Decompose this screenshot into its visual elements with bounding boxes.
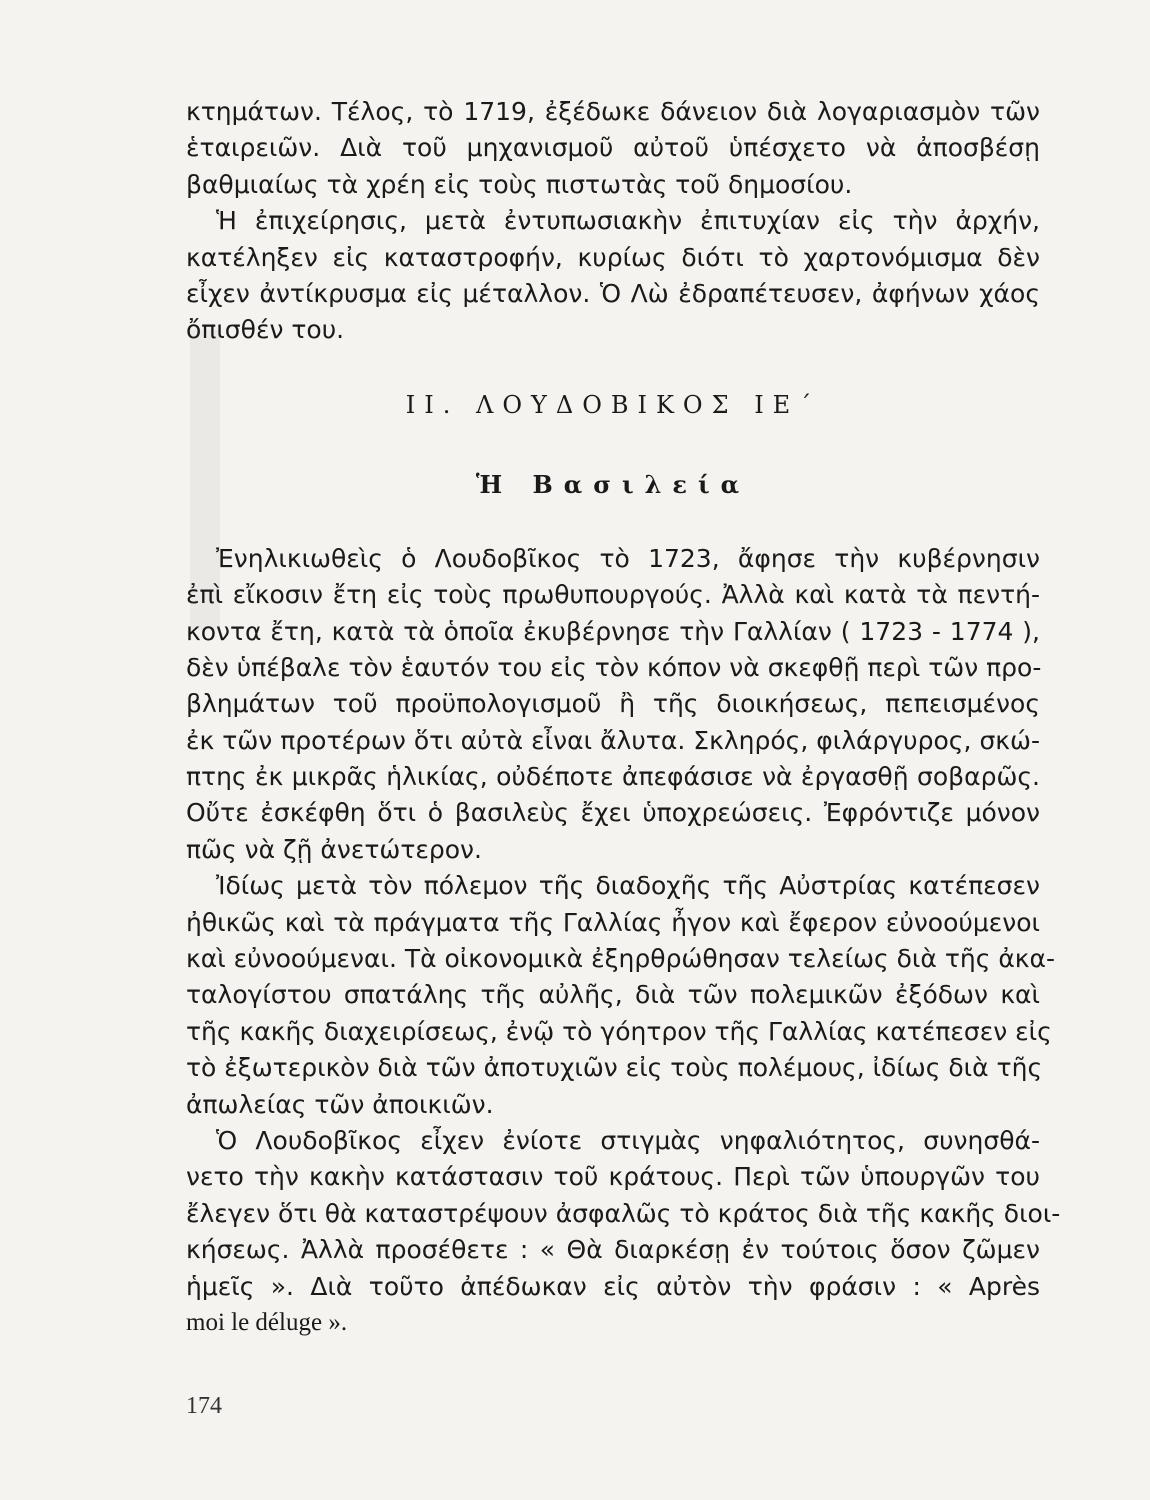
text-line: ἔλεγεν ὅτι θὰ καταστρέψουν ἀσφαλῶς τὸ κράτος διὰ τῆς κακῆς διοι- xyxy=(186,1198,1061,1228)
subsection-heading: Ἡ Βασιλεία xyxy=(475,469,751,499)
text-line: ἡμεῖς ». Διὰ τοῦτο ἀπέδωκαν εἰς αὐτὸν τὴν φράσιν : « Après xyxy=(186,1271,1040,1301)
text-line: Ἰδίως μετὰ τὸν πόλεμον τῆς διαδοχῆς τῆς Αὐστρίας κατέπεσεν xyxy=(216,871,1040,901)
text-line: ταλογίστου σπατάλης τῆς αὐλῆς, διὰ τῶν πολεμικῶν ἐξόδων καὶ xyxy=(186,980,1040,1010)
text-line: βλημάτων τοῦ προϋπολογισμοῦ ἢ τῆς διοικήσεως, πεπεισμένος xyxy=(186,689,1040,719)
text-line: Οὔτε ἐσκέφθη ὅτι ὁ βασιλεὺς ἔχει ὑποχρεώσεις. Ἐφρόντιζε μόνον xyxy=(186,798,1040,828)
text-line: καὶ εὐνοούμεναι. Τὰ οἰκονομικὰ ἐξηρθρώθησαν τελείως διὰ τῆς ἀκα- xyxy=(186,944,1056,974)
text-line: Ὁ Λουδοβῖκος εἶχεν ἐνίοτε στιγμὰς νηφαλιότητος, συνησθά- xyxy=(216,1125,1040,1155)
text-line: moi le déluge ». xyxy=(186,1308,348,1336)
paragraph-3 xyxy=(186,541,1040,869)
text-line: νετο τὴν κακὴν κατάστασιν τοῦ κράτους. Περὶ τῶν ὑπουργῶν του xyxy=(186,1162,1040,1192)
text-line: ἑταιρειῶν. Διὰ τοῦ μηχανισμοῦ αὐτοῦ ὑπέσχετο νὰ ἀποσβέσῃ xyxy=(186,133,1040,163)
text-line: βαθμιαίως τὰ χρέη εἰς τοὺς πιστωτὰς τοῦ δημοσίου. xyxy=(186,169,853,199)
text-line: ἐκ τῶν προτέρων ὅτι αὐτὰ εἶναι ἄλυτα. Σκληρός, φιλάργυρος, σκώ- xyxy=(186,725,1040,755)
text-line: ὄπισθέν του. xyxy=(186,315,345,345)
paragraph-4 xyxy=(186,868,1056,1123)
text-line: Ἐνηλικιωθεὶς ὁ Λουδοβῖκος τὸ 1723, ἄφησε τὴν κυβέρνησιν xyxy=(216,543,1040,573)
text-line: ἐπὶ εἴκοσιν ἔτη εἰς τοὺς πρωθυπουργούς. Ἀλλὰ καὶ κατὰ τὰ πεντή- xyxy=(186,580,1040,610)
text-line: ἠθικῶς καὶ τὰ πράγματα τῆς Γαλλίας ἦγον καὶ ἔφερον εὐνοούμενοι xyxy=(186,907,1040,937)
text-line: ἀπωλείας τῶν ἀποικιῶν. xyxy=(186,1089,494,1119)
text-line: Ἡ ἐπιχείρησις, μετὰ ἐντυπωσιακὴν ἐπιτυχίαν εἰς τὴν ἀρχήν, xyxy=(216,206,1040,236)
paragraph-1 xyxy=(186,94,1040,203)
paragraph-5 xyxy=(186,1123,1061,1341)
paragraph-2 xyxy=(186,203,1040,349)
text-line: πτης ἐκ μικρᾶς ἡλικίας, οὐδέποτε ἀπεφάσισε νὰ ἐργασθῇ σοβαρῶς. xyxy=(186,762,1040,792)
text-line: τῆς κακῆς διαχειρίσεως, ἐνῷ τὸ γόητρον τῆς Γαλλίας κατέπεσεν εἰς xyxy=(186,1016,1052,1046)
text-line: κήσεως. Ἀλλὰ προσέθετε : « Θὰ διαρκέσῃ ἐν τούτοις ὅσον ζῶμεν xyxy=(186,1235,1040,1265)
section-heading: ΙΙ. ΛΟΥΔΟΒΙΚΟΣ ΙΕ΄ xyxy=(405,390,821,419)
text-line: τὸ ἐξωτερικὸν διὰ τῶν ἀποτυχιῶν εἰς τοὺς πολέμους, ἰδίως διὰ τῆς xyxy=(186,1053,1043,1083)
page-number: 174 xyxy=(186,1393,222,1419)
body-text xyxy=(186,94,1061,1341)
text-line: κατέληξεν εἰς καταστροφήν, κυρίως διότι τὸ χαρτονόμισμα δὲν xyxy=(186,242,1040,272)
text-line: πῶς νὰ ζῇ ἀνετώτερον. xyxy=(186,834,482,864)
text-line: κτημάτων. Τέλος, τὸ 1719, ἐξέδωκε δάνειον διὰ λογαριασμὸν τῶν xyxy=(186,97,1040,126)
text-line: κοντα ἔτη, κατὰ τὰ ὁποῖα ἐκυβέρνησε τὴν Γαλλίαν ( 1723 - 1774 ), xyxy=(186,616,1040,646)
text-line: δὲν ὑπέβαλε τὸν ἑαυτόν του εἰς τὸν κόπον νὰ σκεφθῇ περὶ τῶν προ- xyxy=(186,652,1042,682)
text-line: εἶχεν ἀντίκρυσμα εἰς μέταλλον. Ὁ Λὼ ἐδραπέτευσεν, ἀφήνων χάος xyxy=(186,278,1040,308)
